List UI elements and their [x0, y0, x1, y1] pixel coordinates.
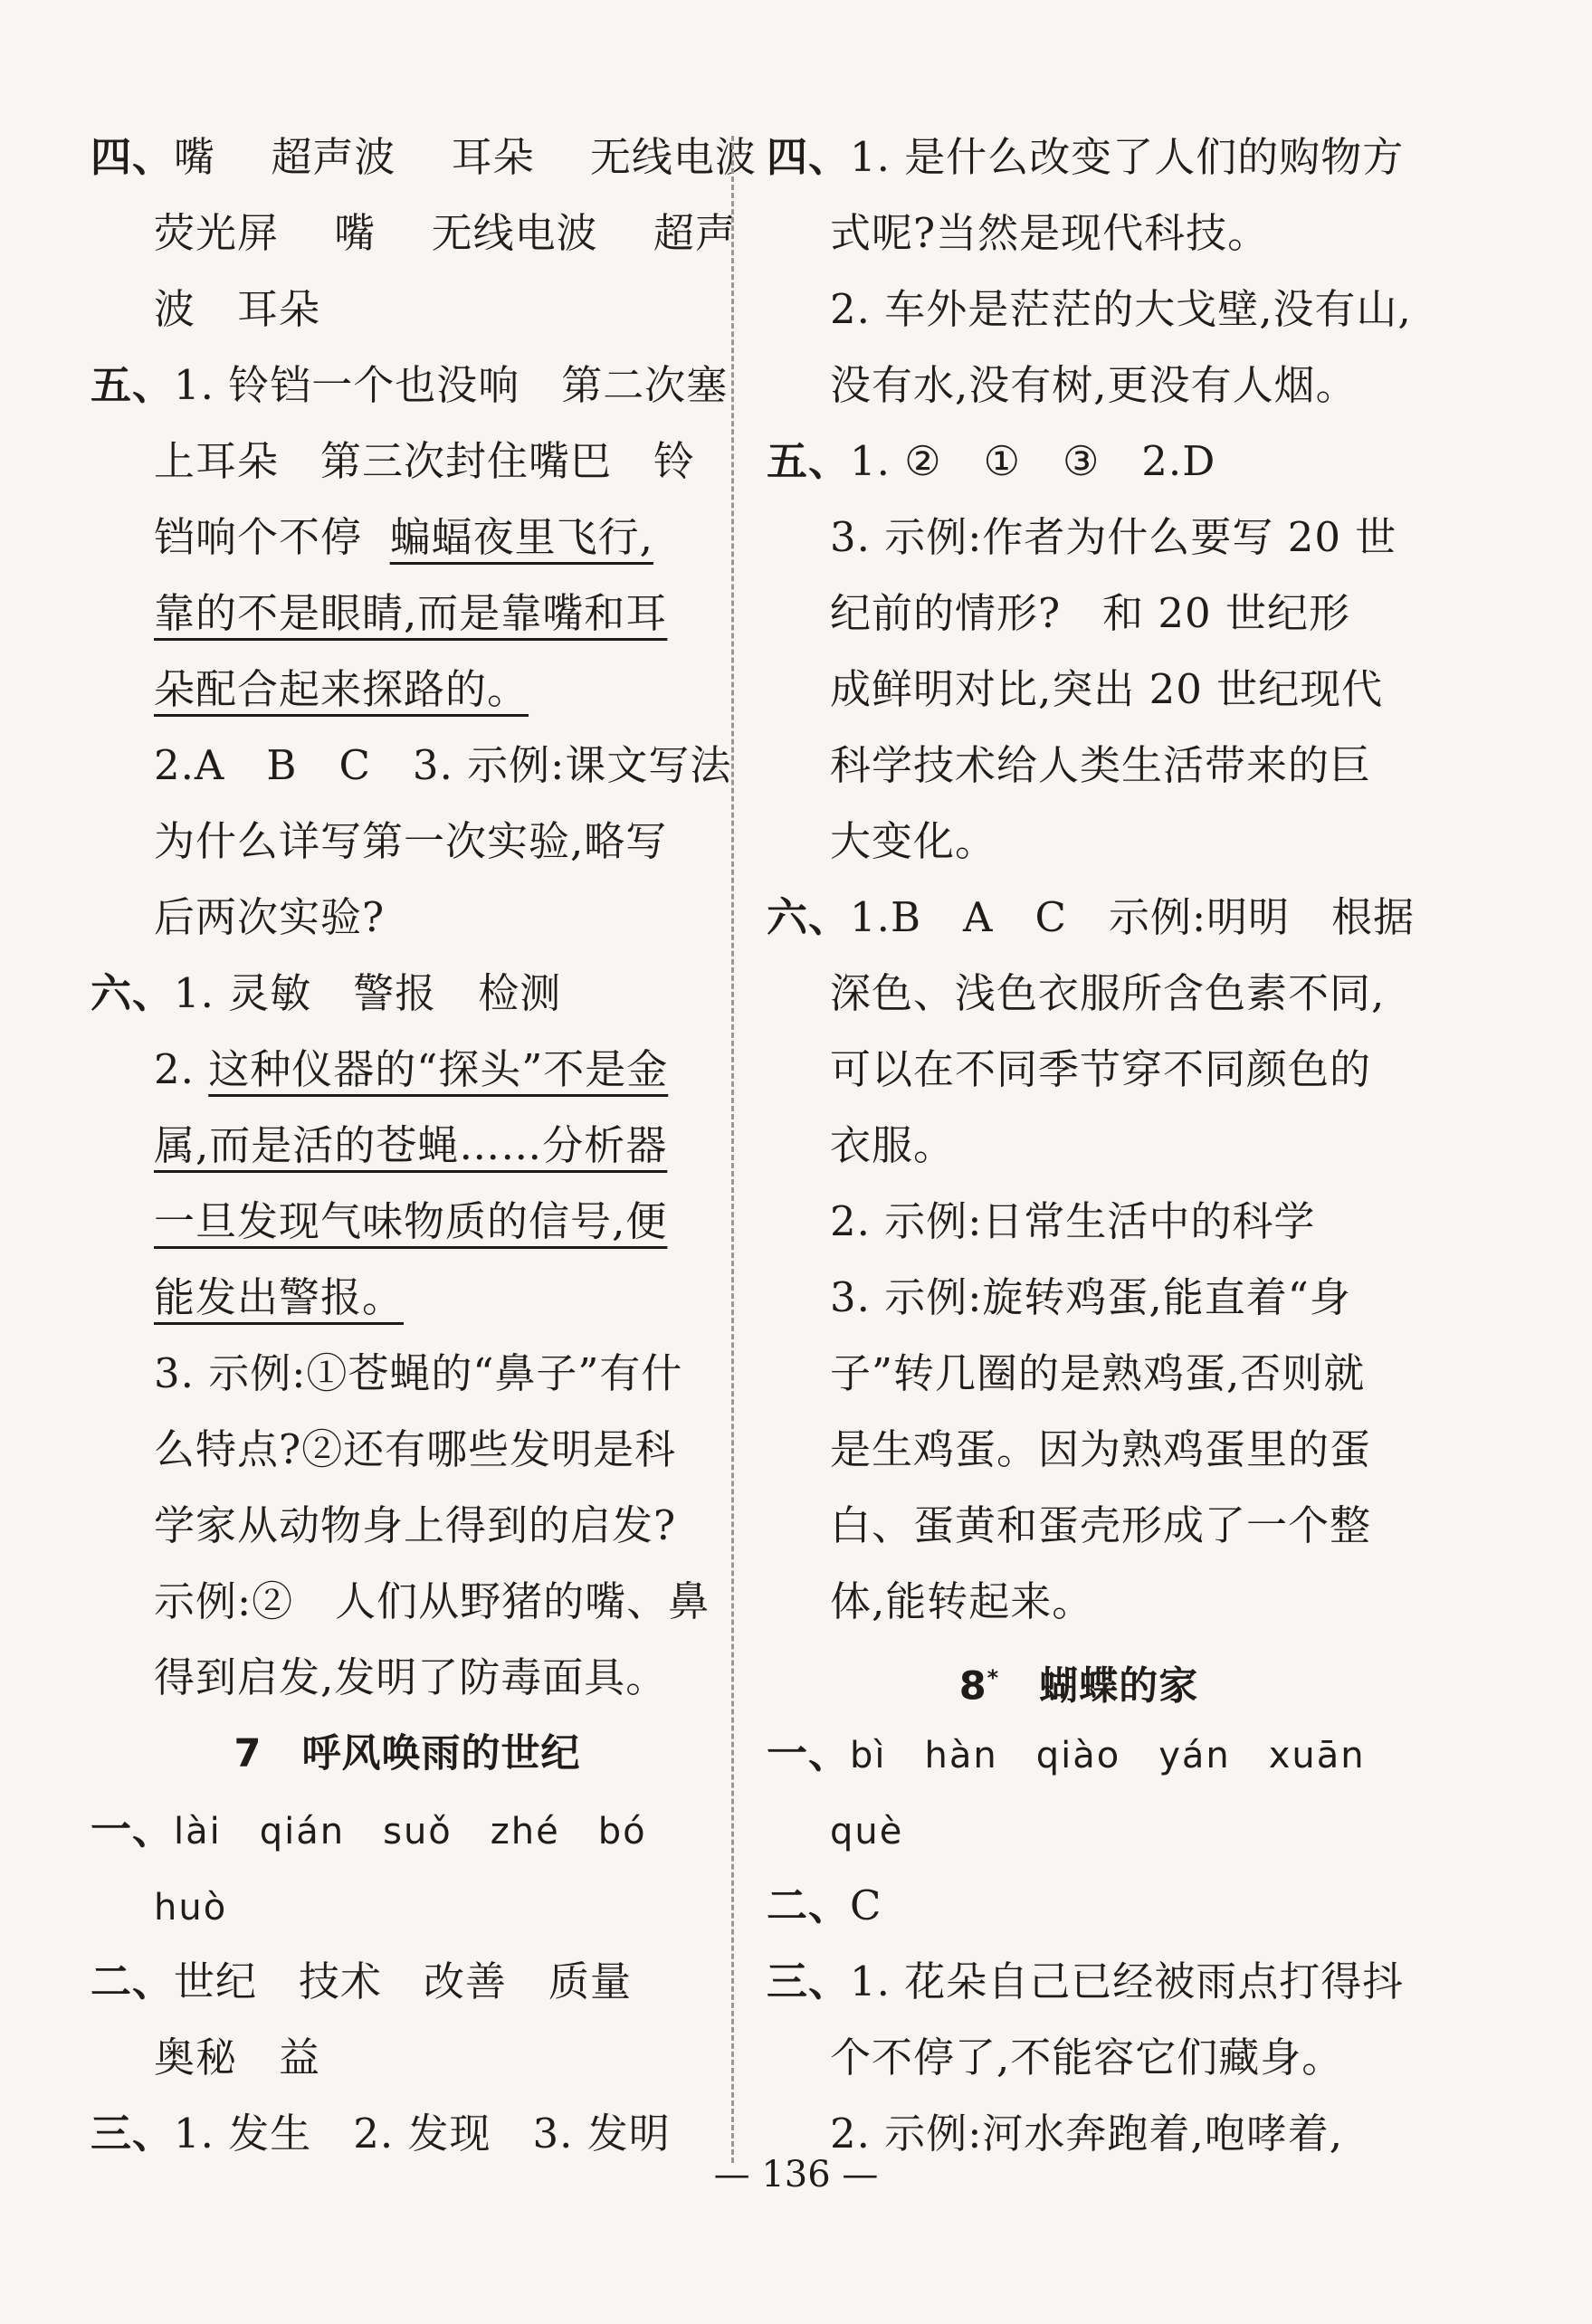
text-line: 为什么详写第一次实验,略写: [154, 817, 668, 865]
section-label: 三、: [767, 1957, 851, 2005]
text-line: 学家从动物身上得到的启发?: [154, 1501, 677, 1549]
answer-text: C: [850, 1881, 882, 1929]
text-line: [91, 500, 724, 576]
answer-text: 铛响个不停: [154, 513, 363, 561]
text-line: 2.A B C 3. 示例:课文写法: [154, 741, 732, 789]
text-line: 波 耳朵: [154, 285, 321, 333]
answer-text: 1. ② ① ③ 2.D: [850, 437, 1216, 485]
text-line: 得到启发,发明了防毒面具。: [154, 1653, 668, 1701]
text-line: [91, 1108, 724, 1184]
underlined-text: 能发出警报。: [154, 1273, 405, 1321]
answer-text: 1. 发生 2. 发现 3. 发明: [174, 2110, 671, 2157]
pinyin-text: huò: [154, 1887, 228, 1929]
text-line: 成鲜明对比,突出 20 世纪现代: [830, 665, 1384, 713]
section-label: 四、: [767, 133, 851, 181]
text-line: 3. 示例:旋转鸡蛋,能直着“身: [830, 1273, 1351, 1321]
underlined-text: 朵配合起来探路的。: [154, 665, 529, 713]
text-line: 2. 车外是茫茫的大戈壁,没有山,: [830, 285, 1412, 333]
text-line: 体,能转起来。: [830, 1577, 1094, 1625]
text-line: [767, 1716, 1391, 1792]
left-column: [91, 119, 757, 2172]
text-line: 科学技术给人类生活带来的巨: [830, 741, 1372, 789]
answer-text: 1. 花朵自己已经被雨点打得抖: [850, 1957, 1405, 2005]
answer-text: 2.: [154, 1045, 209, 1093]
text-line: [91, 1944, 724, 2020]
text-line: 示例:② 人们从野猪的嘴、鼻: [154, 1577, 710, 1625]
section-label: 六、: [91, 969, 175, 1017]
text-line: [91, 652, 724, 728]
section-label: 一、: [767, 1729, 851, 1777]
underlined-text: 靠的不是眼睛,而是靠嘴和耳: [154, 589, 668, 637]
underlined-text: 蝙蝠夜里飞行,: [389, 513, 653, 561]
text-line: [91, 1260, 724, 1336]
text-line: [767, 1792, 1391, 1868]
pinyin-text: què: [830, 1811, 904, 1853]
answer-text: 世纪 技术 改善 质量: [174, 1957, 633, 2005]
text-line: [91, 119, 757, 195]
text-line: 3. 示例:作者为什么要写 20 世: [830, 513, 1397, 561]
text-line: [767, 880, 1416, 956]
text-line: [767, 424, 1391, 500]
column-divider: [731, 136, 734, 2163]
underlined-text: 这种仪器的“探头”不是金: [208, 1045, 669, 1093]
lesson-title: 蝴蝶的家: [999, 1663, 1199, 1710]
underlined-text: 属,而是活的苍蝇……分析器: [154, 1121, 668, 1169]
text-line: 么特点?②还有哪些发明是科: [154, 1425, 677, 1473]
underlined-text: 一旦发现气味物质的信号,便: [154, 1197, 668, 1245]
lesson-number: 8: [958, 1663, 987, 1710]
text-line: [767, 119, 1405, 195]
answer-text: 嘴 超声波 耳朵 无线电波: [174, 133, 757, 181]
text-line: [91, 1184, 724, 1260]
text-line: 奥秘 益: [154, 2034, 321, 2081]
text-line: 大变化。: [830, 817, 997, 865]
text-line: 子”转几圈的是熟鸡蛋,否则就: [830, 1349, 1366, 1397]
section-label: 六、: [767, 893, 851, 941]
text-line: [767, 1944, 1405, 2020]
text-line: 后两次实验?: [154, 893, 386, 941]
lesson-heading: 7 呼风唤雨的世纪: [234, 1731, 581, 1776]
text-line: 是生鸡蛋。因为熟鸡蛋里的蛋: [830, 1425, 1372, 1473]
text-line: 衣服。: [830, 1121, 956, 1169]
text-line: 3. 示例:①苍蝇的“鼻子”有什: [154, 1349, 683, 1397]
optional-lesson-star: *: [987, 1665, 1000, 1691]
lesson-heading: [767, 1640, 1391, 1716]
text-line: 上耳朵 第三次封住嘴巴 铃: [154, 437, 696, 485]
text-line: [91, 1032, 724, 1108]
section-label: 四、: [91, 133, 175, 181]
text-line: 没有水,没有树,更没有人烟。: [830, 361, 1358, 409]
text-line: 荧光屏 嘴 无线电波 超声: [154, 209, 737, 257]
text-line: 2. 示例:日常生活中的科学: [830, 1197, 1316, 1245]
text-line: [91, 1792, 724, 1868]
answer-text: 1.B A C 示例:明明 根据: [850, 893, 1416, 941]
answer-text: 1. 灵敏 警报 检测: [174, 969, 562, 1017]
text-line: 个不停了,不能容它们藏身。: [830, 2034, 1344, 2081]
section-label: 二、: [91, 1957, 175, 2005]
section-label: 一、: [91, 1805, 175, 1853]
pinyin-text: lài qián suǒ zhé bó: [174, 1811, 647, 1853]
answer-text: 1. 是什么改变了人们的购物方: [850, 133, 1405, 181]
text-line: [767, 1868, 1391, 1944]
text-line: [91, 1868, 724, 1944]
text-line: 可以在不同季节穿不同颜色的: [830, 1045, 1372, 1093]
text-line: [91, 956, 724, 1032]
text-line: 白、蛋黄和蛋壳形成了一个整: [830, 1501, 1372, 1549]
section-label: 三、: [91, 2110, 175, 2157]
text-line: 深色、浅色衣服所含色素不同,: [830, 969, 1386, 1017]
text-line: 纪前的情形? 和 20 世纪形: [830, 589, 1350, 637]
section-label: 五、: [767, 437, 851, 485]
right-column: [767, 119, 1416, 2172]
section-label: 二、: [767, 1881, 851, 1929]
text-line: 2. 示例:河水奔跑着,咆哮着,: [830, 2110, 1344, 2157]
text-line: [91, 576, 724, 652]
section-label: 五、: [91, 361, 175, 409]
answer-text: 1. 铃铛一个也没响 第二次塞: [174, 361, 729, 409]
pinyin-text: bì hàn qiào yán xuān: [850, 1735, 1366, 1776]
text-line: 式呢?当然是现代科技。: [830, 209, 1270, 257]
page-number: — 136 —: [713, 2154, 879, 2195]
text-line: [91, 348, 729, 424]
